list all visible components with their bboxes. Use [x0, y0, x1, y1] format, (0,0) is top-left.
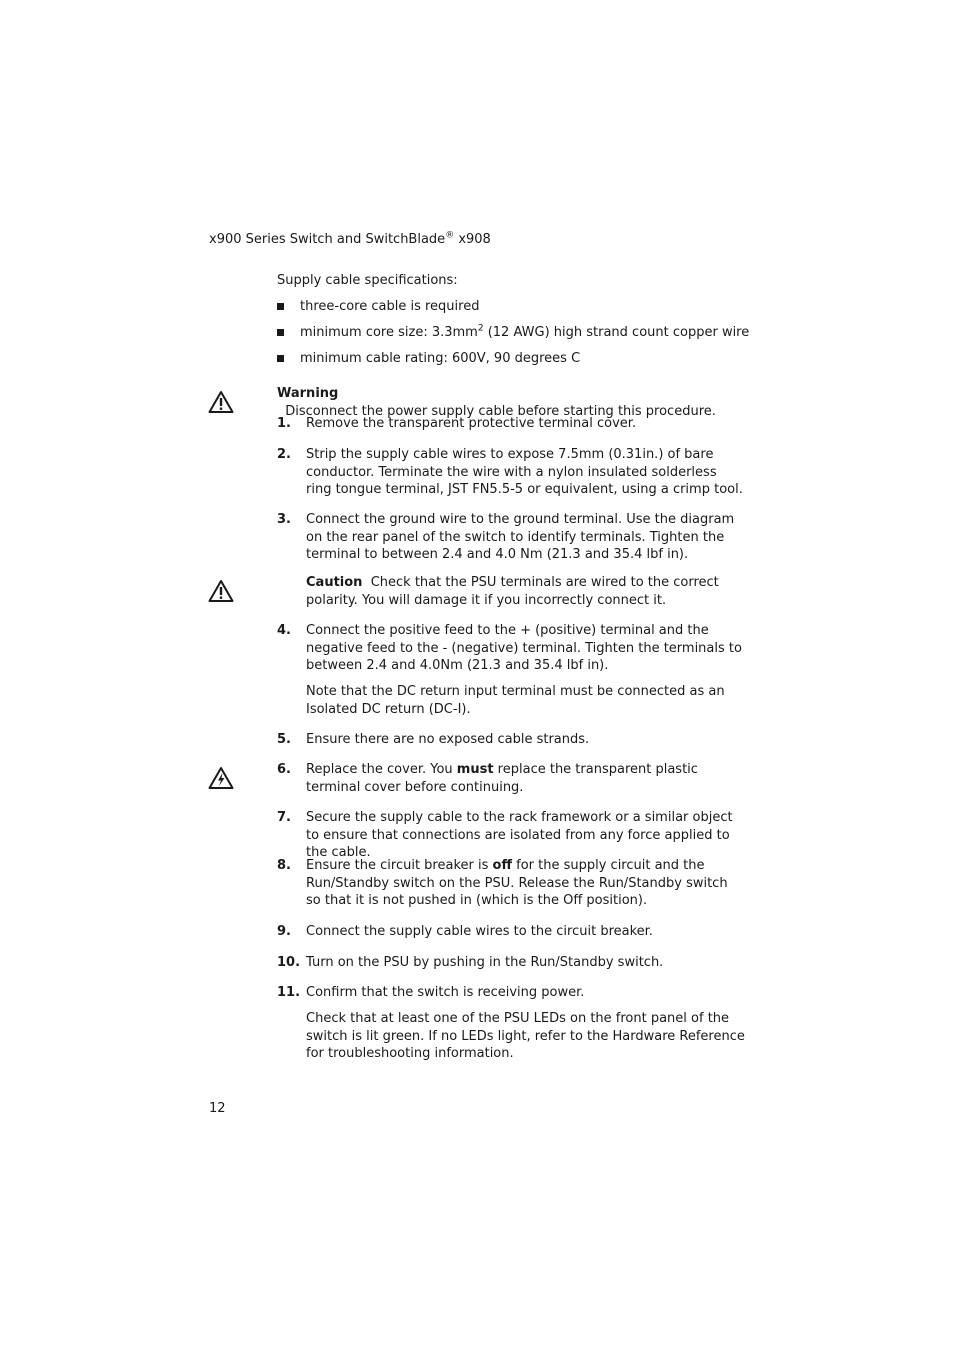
step-11 — [277, 984, 747, 1002]
step-text: Ensure there are no exposed cable strands. — [306, 732, 590, 747]
step-number: 10. — [277, 955, 301, 970]
step-number: 7. — [277, 810, 291, 825]
step-text: Secure the supply cable to the rack framework or a similar object to ensure that connections are isolated from any force applied to the cable. — [306, 810, 733, 860]
step-number: 11. — [277, 985, 301, 1000]
warning-label: Warning — [277, 386, 339, 401]
step-text: Confirm that the switch is receiving power. — [306, 985, 585, 1000]
bullet-text-pre: minimum core size: 3.3mm — [300, 325, 478, 340]
step-9 — [277, 923, 747, 941]
step-text — [306, 761, 746, 796]
bullet-square-icon — [277, 329, 284, 336]
bullet-square-icon — [277, 303, 284, 310]
header-title-post: x908 — [454, 232, 491, 247]
step-number: 5. — [277, 732, 291, 747]
warning-triangle-icon — [208, 579, 234, 603]
step-text-pre: Ensure the circuit breaker is — [306, 858, 493, 873]
bullet-text: minimum cable rating: 600V, 90 degrees C — [300, 351, 581, 366]
step-2 — [277, 446, 747, 499]
step-number: 9. — [277, 924, 291, 939]
warning-text: Disconnect the power supply cable before starting this procedure. — [277, 403, 716, 419]
step-text-bold: off — [492, 858, 512, 873]
step-3 — [277, 511, 747, 564]
step-6 — [277, 761, 747, 796]
step-4 — [277, 622, 747, 675]
step-number: 1. — [277, 416, 291, 431]
page-number: 12 — [209, 1101, 226, 1116]
step-number: 3. — [277, 512, 291, 527]
step-1 — [277, 415, 747, 433]
step-number: 8. — [277, 858, 291, 873]
caution-label: Caution — [306, 575, 363, 590]
step-10 — [277, 954, 747, 972]
electrical-hazard-icon — [208, 766, 234, 790]
running-header — [209, 231, 491, 249]
step-text-bold: must — [456, 762, 494, 777]
superscript: 2 — [477, 323, 484, 334]
step-text-pre: Replace the cover. You — [306, 762, 457, 777]
bullet-text: three-core cable is required — [300, 299, 480, 314]
step-text-post: replace the transparent plastic terminal cover before continuing. — [306, 762, 698, 795]
step-text: Strip the supply cable wires to expose 7.5mm (0.31in.) of bare conductor. Terminate the wire with a nylon insulated solderless ring tongue terminal, JST FN5.5-5 or equivalent, using a crimp tool. — [306, 447, 743, 497]
registered-mark: ® — [445, 230, 455, 241]
step-text: Connect the supply cable wires to the circuit breaker. — [306, 924, 653, 939]
step-note: Check that at least one of the PSU LEDs on the front panel of the switch is lit green. If no LEDs light, refer to the Hardware Reference for troubleshooting information. — [306, 1011, 745, 1061]
step-text: Remove the transparent protective terminal cover. — [306, 416, 637, 431]
step-text — [306, 857, 746, 910]
supply-cable-intro: Supply cable specifications: — [277, 273, 458, 288]
caution-note — [306, 574, 746, 609]
step-number: 4. — [277, 623, 291, 638]
caution-text: Check that the PSU terminals are wired to the correct polarity. You will damage it if you incorrectly connect it. — [306, 575, 723, 608]
step-8 — [277, 857, 747, 910]
step-5 — [277, 731, 747, 749]
step-note: Note that the DC return input terminal must be connected as an Isolated DC return (DC-I). — [306, 684, 725, 717]
step-number: 6. — [277, 762, 291, 777]
step-text-post: for the supply circuit and the Run/Standby switch on the PSU. Release the Run/Standby switch so that it is not pushed in (which is the Off position). — [306, 858, 728, 908]
header-title-pre: x900 Series Switch and SwitchBlade — [209, 232, 446, 247]
step-7 — [277, 809, 747, 862]
step-number: 2. — [277, 447, 291, 462]
warning-triangle-icon — [208, 390, 234, 414]
bullet-square-icon — [277, 355, 284, 362]
bullet-text-post: (12 AWG) high strand count copper wire — [483, 325, 750, 340]
step-text: Connect the positive feed to the + (positive) terminal and the negative feed to the - (negative) terminal. Tighten the terminals to between 2.4 and 4.0Nm (21.3 and 35.4 lbf in). — [306, 623, 742, 673]
step-text: Connect the ground wire to the ground terminal. Use the diagram on the rear panel of the switch to identify terminals. Tighten the terminal to between 2.4 and 4.0 Nm (21.3 and 35.4 lbf in). — [306, 512, 735, 562]
bullet-text — [300, 324, 749, 342]
step-text: Turn on the PSU by pushing in the Run/Standby switch. — [306, 955, 664, 970]
